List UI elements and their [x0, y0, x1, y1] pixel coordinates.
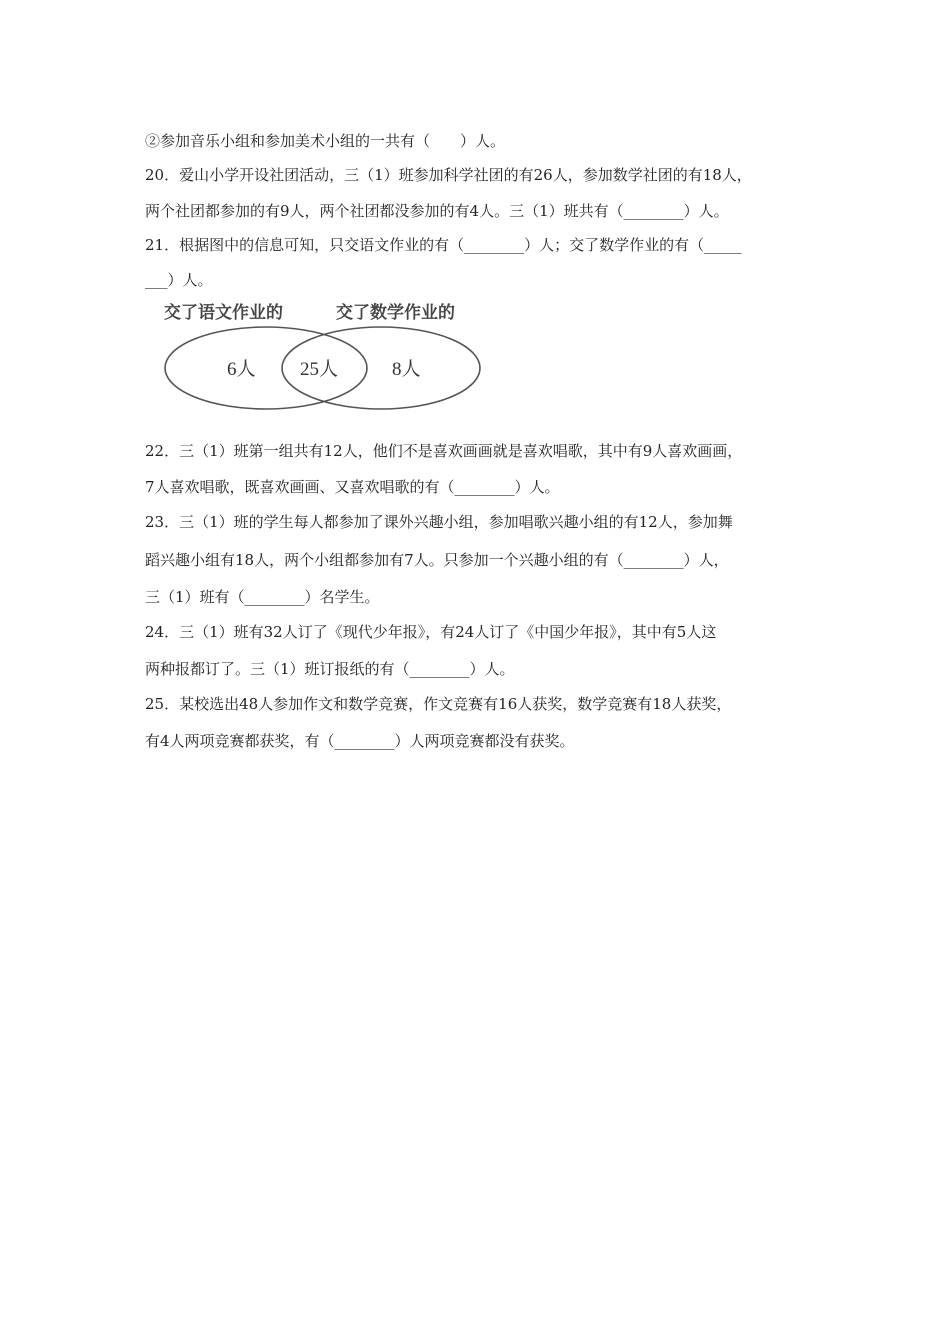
- question-21-line-1: 21．根据图中的信息可知，只交语文作业的有（________）人；交了数学作业的有（_____: [145, 236, 742, 254]
- venn-left-only-count: 6人: [227, 359, 256, 380]
- question-20-line-1: 20．爱山小学开设社团活动，三（1）班参加科学社团的有26人，参加数学社团的有18人，: [145, 166, 752, 184]
- question-23-line-3: 三（1）班有（________）名学生。: [145, 588, 380, 606]
- venn-diagram: [160, 298, 490, 414]
- question-23-line-2: 蹈兴趣小组有18人，两个小组都参加有7人。只参加一个兴趣小组的有（________）人，: [145, 551, 729, 569]
- question-22-line-2: 7人喜欢唱歌，既喜欢画画、又喜欢唱歌的有（________）人。: [145, 478, 560, 496]
- question-24-line-1: 24．三（1）班有32人订了《现代少年报》，有24人订了《中国少年报》，其中有5人这: [145, 623, 717, 641]
- question-25-line-1: 25．某校选出48人参加作文和数学竞赛，作文竞赛有16人获奖，数学竞赛有18人获奖，: [145, 695, 732, 713]
- question-20-line-2: 两个社团都参加的有9人，两个社团都没参加的有4人。三（1）班共有（________）人。: [145, 202, 729, 220]
- question-19-part-2: ②参加音乐小组和参加美术小组的一共有（ ）人。: [145, 132, 506, 150]
- question-22-line-1: 22．三（1）班第一组共有12人，他们不是喜欢画画就是喜欢唱歌，其中有9人喜欢画画，: [145, 442, 743, 460]
- venn-right-only-count: 8人: [392, 359, 421, 380]
- venn-both-count: 25人: [300, 359, 339, 380]
- question-21-line-2: ___）人。: [145, 271, 213, 289]
- question-25-line-2: 有4人两项竞赛都获奖，有（________）人两项竞赛都没有获奖。: [145, 732, 575, 750]
- question-23-line-1: 23．三（1）班的学生每人都参加了课外兴趣小组，参加唱歌兴趣小组的有12人，参加舞: [145, 513, 733, 531]
- venn-left-label: 交了语文作业的: [164, 303, 283, 323]
- venn-right-label: 交了数学作业的: [336, 303, 455, 323]
- question-24-line-2: 两种报都订了。三（1）班订报纸的有（________）人。: [145, 660, 515, 678]
